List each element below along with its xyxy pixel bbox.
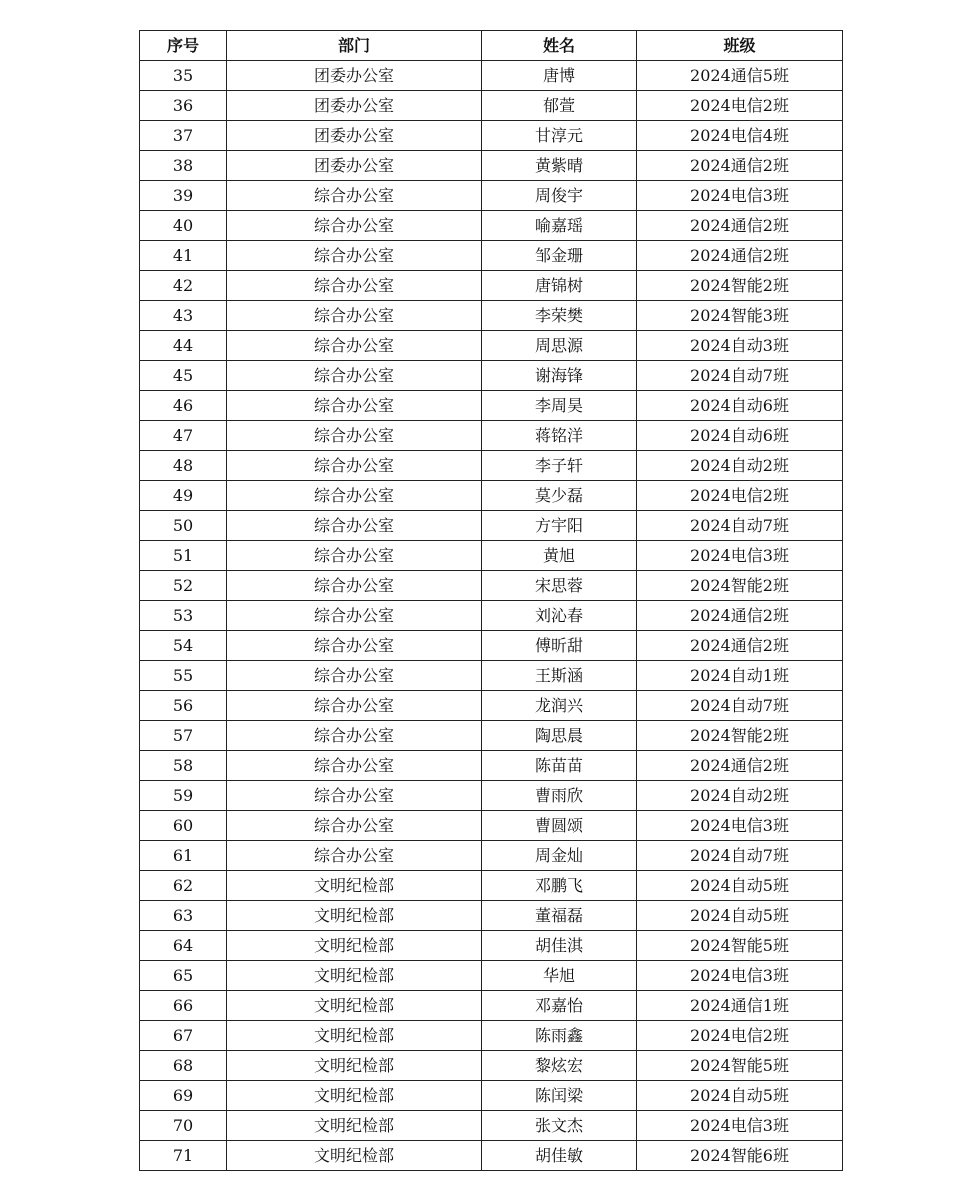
table-row [140, 901, 843, 931]
department-cell: 综合办公室 [227, 481, 482, 511]
table-row [140, 271, 843, 301]
department-cell: 综合办公室 [227, 421, 482, 451]
class-cell: 2024自动3班 [637, 331, 843, 361]
name-cell: 黄旭 [482, 541, 637, 571]
table-header-row [140, 31, 843, 61]
serial-number-cell: 55 [140, 661, 227, 691]
name-cell: 陈雨鑫 [482, 1021, 637, 1051]
serial-number-cell: 54 [140, 631, 227, 661]
name-cell: 董福磊 [482, 901, 637, 931]
class-cell: 2024自动1班 [637, 661, 843, 691]
department-cell: 文明纪检部 [227, 1111, 482, 1141]
serial-number-cell: 42 [140, 271, 227, 301]
name-cell: 邓鹏飞 [482, 871, 637, 901]
table-row [140, 751, 843, 781]
department-cell: 文明纪检部 [227, 871, 482, 901]
serial-number-cell: 62 [140, 871, 227, 901]
table-row [140, 991, 843, 1021]
department-cell: 团委办公室 [227, 121, 482, 151]
name-cell: 蒋铭洋 [482, 421, 637, 451]
table-row [140, 511, 843, 541]
class-cell: 2024电信3班 [637, 541, 843, 571]
table-row [140, 811, 843, 841]
name-cell: 李荣樊 [482, 301, 637, 331]
table-body [140, 61, 843, 1171]
name-cell: 陈苗苗 [482, 751, 637, 781]
serial-number-cell: 56 [140, 691, 227, 721]
class-cell: 2024通信5班 [637, 61, 843, 91]
serial-number-cell: 63 [140, 901, 227, 931]
department-cell: 综合办公室 [227, 811, 482, 841]
table-row [140, 61, 843, 91]
serial-number-cell: 53 [140, 601, 227, 631]
name-cell: 刘沁春 [482, 601, 637, 631]
class-cell: 2024自动6班 [637, 391, 843, 421]
class-cell: 2024自动7班 [637, 511, 843, 541]
name-cell: 李周昊 [482, 391, 637, 421]
department-cell: 文明纪检部 [227, 991, 482, 1021]
serial-number-cell: 66 [140, 991, 227, 1021]
serial-number-cell: 59 [140, 781, 227, 811]
serial-number-cell: 45 [140, 361, 227, 391]
table-row [140, 631, 843, 661]
serial-number-cell: 37 [140, 121, 227, 151]
table-row [140, 931, 843, 961]
serial-number-cell: 67 [140, 1021, 227, 1051]
class-cell: 2024电信2班 [637, 1021, 843, 1051]
department-cell: 综合办公室 [227, 721, 482, 751]
name-cell: 莫少磊 [482, 481, 637, 511]
header-serial-number: 序号 [140, 31, 227, 61]
class-cell: 2024智能2班 [637, 721, 843, 751]
class-cell: 2024电信2班 [637, 481, 843, 511]
class-cell: 2024自动2班 [637, 781, 843, 811]
table-row [140, 721, 843, 751]
class-cell: 2024智能5班 [637, 1051, 843, 1081]
table-row [140, 121, 843, 151]
class-cell: 2024自动5班 [637, 871, 843, 901]
class-cell: 2024通信2班 [637, 601, 843, 631]
class-cell: 2024智能2班 [637, 271, 843, 301]
table-row [140, 871, 843, 901]
name-cell: 曹圆颂 [482, 811, 637, 841]
class-cell: 2024通信2班 [637, 211, 843, 241]
department-cell: 综合办公室 [227, 751, 482, 781]
class-cell: 2024通信2班 [637, 751, 843, 781]
table-row [140, 1051, 843, 1081]
serial-number-cell: 51 [140, 541, 227, 571]
header-name: 姓名 [482, 31, 637, 61]
department-cell: 综合办公室 [227, 391, 482, 421]
department-cell: 综合办公室 [227, 301, 482, 331]
table-row [140, 241, 843, 271]
class-cell: 2024智能5班 [637, 931, 843, 961]
name-cell: 唐锦树 [482, 271, 637, 301]
name-cell: 黄紫晴 [482, 151, 637, 181]
serial-number-cell: 60 [140, 811, 227, 841]
class-cell: 2024通信2班 [637, 151, 843, 181]
table-row [140, 181, 843, 211]
class-cell: 2024电信2班 [637, 91, 843, 121]
class-cell: 2024自动5班 [637, 901, 843, 931]
table-row [140, 301, 843, 331]
department-cell: 团委办公室 [227, 91, 482, 121]
table-row [140, 1021, 843, 1051]
header-class: 班级 [637, 31, 843, 61]
serial-number-cell: 46 [140, 391, 227, 421]
name-cell: 曹雨欣 [482, 781, 637, 811]
department-cell: 文明纪检部 [227, 1021, 482, 1051]
table-row [140, 451, 843, 481]
department-cell: 综合办公室 [227, 361, 482, 391]
department-cell: 文明纪检部 [227, 961, 482, 991]
class-cell: 2024电信3班 [637, 811, 843, 841]
serial-number-cell: 65 [140, 961, 227, 991]
department-cell: 综合办公室 [227, 511, 482, 541]
serial-number-cell: 49 [140, 481, 227, 511]
serial-number-cell: 48 [140, 451, 227, 481]
name-cell: 宋思蓉 [482, 571, 637, 601]
department-cell: 综合办公室 [227, 691, 482, 721]
class-cell: 2024通信2班 [637, 631, 843, 661]
class-cell: 2024通信1班 [637, 991, 843, 1021]
serial-number-cell: 68 [140, 1051, 227, 1081]
table-row [140, 541, 843, 571]
table-row [140, 151, 843, 181]
serial-number-cell: 69 [140, 1081, 227, 1111]
serial-number-cell: 50 [140, 511, 227, 541]
department-cell: 团委办公室 [227, 151, 482, 181]
class-cell: 2024智能6班 [637, 1141, 843, 1171]
serial-number-cell: 47 [140, 421, 227, 451]
name-cell: 唐博 [482, 61, 637, 91]
serial-number-cell: 61 [140, 841, 227, 871]
serial-number-cell: 43 [140, 301, 227, 331]
class-cell: 2024智能3班 [637, 301, 843, 331]
department-cell: 综合办公室 [227, 271, 482, 301]
table-row [140, 91, 843, 121]
department-cell: 综合办公室 [227, 181, 482, 211]
name-cell: 陈闰梁 [482, 1081, 637, 1111]
name-cell: 陶思晨 [482, 721, 637, 751]
name-cell: 谢海锋 [482, 361, 637, 391]
serial-number-cell: 52 [140, 571, 227, 601]
department-cell: 综合办公室 [227, 781, 482, 811]
name-cell: 傅昕甜 [482, 631, 637, 661]
table-row [140, 601, 843, 631]
class-cell: 2024电信4班 [637, 121, 843, 151]
name-cell: 周俊宇 [482, 181, 637, 211]
name-cell: 周金灿 [482, 841, 637, 871]
table-row [140, 571, 843, 601]
roster-table [139, 30, 843, 1171]
name-cell: 胡佳淇 [482, 931, 637, 961]
class-cell: 2024智能2班 [637, 571, 843, 601]
serial-number-cell: 41 [140, 241, 227, 271]
serial-number-cell: 64 [140, 931, 227, 961]
table-row [140, 1081, 843, 1111]
department-cell: 综合办公室 [227, 631, 482, 661]
class-cell: 2024自动6班 [637, 421, 843, 451]
serial-number-cell: 71 [140, 1141, 227, 1171]
name-cell: 周思源 [482, 331, 637, 361]
table-row [140, 1141, 843, 1171]
department-cell: 文明纪检部 [227, 901, 482, 931]
class-cell: 2024电信3班 [637, 181, 843, 211]
class-cell: 2024自动2班 [637, 451, 843, 481]
name-cell: 甘淳元 [482, 121, 637, 151]
department-cell: 文明纪检部 [227, 1051, 482, 1081]
serial-number-cell: 40 [140, 211, 227, 241]
serial-number-cell: 58 [140, 751, 227, 781]
table-row [140, 331, 843, 361]
department-cell: 综合办公室 [227, 211, 482, 241]
serial-number-cell: 70 [140, 1111, 227, 1141]
table-row [140, 691, 843, 721]
department-cell: 文明纪检部 [227, 1141, 482, 1171]
department-cell: 文明纪检部 [227, 1081, 482, 1111]
table-row [140, 481, 843, 511]
department-cell: 文明纪检部 [227, 931, 482, 961]
department-cell: 综合办公室 [227, 241, 482, 271]
name-cell: 黎炫宏 [482, 1051, 637, 1081]
class-cell: 2024电信3班 [637, 1111, 843, 1141]
table-row [140, 211, 843, 241]
class-cell: 2024自动5班 [637, 1081, 843, 1111]
name-cell: 邹金珊 [482, 241, 637, 271]
table-row [140, 961, 843, 991]
department-cell: 综合办公室 [227, 841, 482, 871]
name-cell: 喻嘉瑶 [482, 211, 637, 241]
table-row [140, 421, 843, 451]
department-cell: 综合办公室 [227, 451, 482, 481]
table-row [140, 661, 843, 691]
name-cell: 华旭 [482, 961, 637, 991]
class-cell: 2024自动7班 [637, 691, 843, 721]
class-cell: 2024通信2班 [637, 241, 843, 271]
department-cell: 综合办公室 [227, 541, 482, 571]
serial-number-cell: 39 [140, 181, 227, 211]
department-cell: 综合办公室 [227, 331, 482, 361]
table-row [140, 781, 843, 811]
serial-number-cell: 44 [140, 331, 227, 361]
name-cell: 郁萱 [482, 91, 637, 121]
name-cell: 张文杰 [482, 1111, 637, 1141]
serial-number-cell: 38 [140, 151, 227, 181]
class-cell: 2024电信3班 [637, 961, 843, 991]
department-cell: 综合办公室 [227, 601, 482, 631]
class-cell: 2024自动7班 [637, 361, 843, 391]
name-cell: 胡佳敏 [482, 1141, 637, 1171]
table-row [140, 1111, 843, 1141]
department-cell: 团委办公室 [227, 61, 482, 91]
table-row [140, 841, 843, 871]
name-cell: 邓嘉怡 [482, 991, 637, 1021]
name-cell: 李子轩 [482, 451, 637, 481]
table-row [140, 361, 843, 391]
name-cell: 王斯涵 [482, 661, 637, 691]
serial-number-cell: 35 [140, 61, 227, 91]
serial-number-cell: 57 [140, 721, 227, 751]
header-department: 部门 [227, 31, 482, 61]
class-cell: 2024自动7班 [637, 841, 843, 871]
serial-number-cell: 36 [140, 91, 227, 121]
table-row [140, 391, 843, 421]
department-cell: 综合办公室 [227, 661, 482, 691]
name-cell: 方宇阳 [482, 511, 637, 541]
name-cell: 龙润兴 [482, 691, 637, 721]
department-cell: 综合办公室 [227, 571, 482, 601]
